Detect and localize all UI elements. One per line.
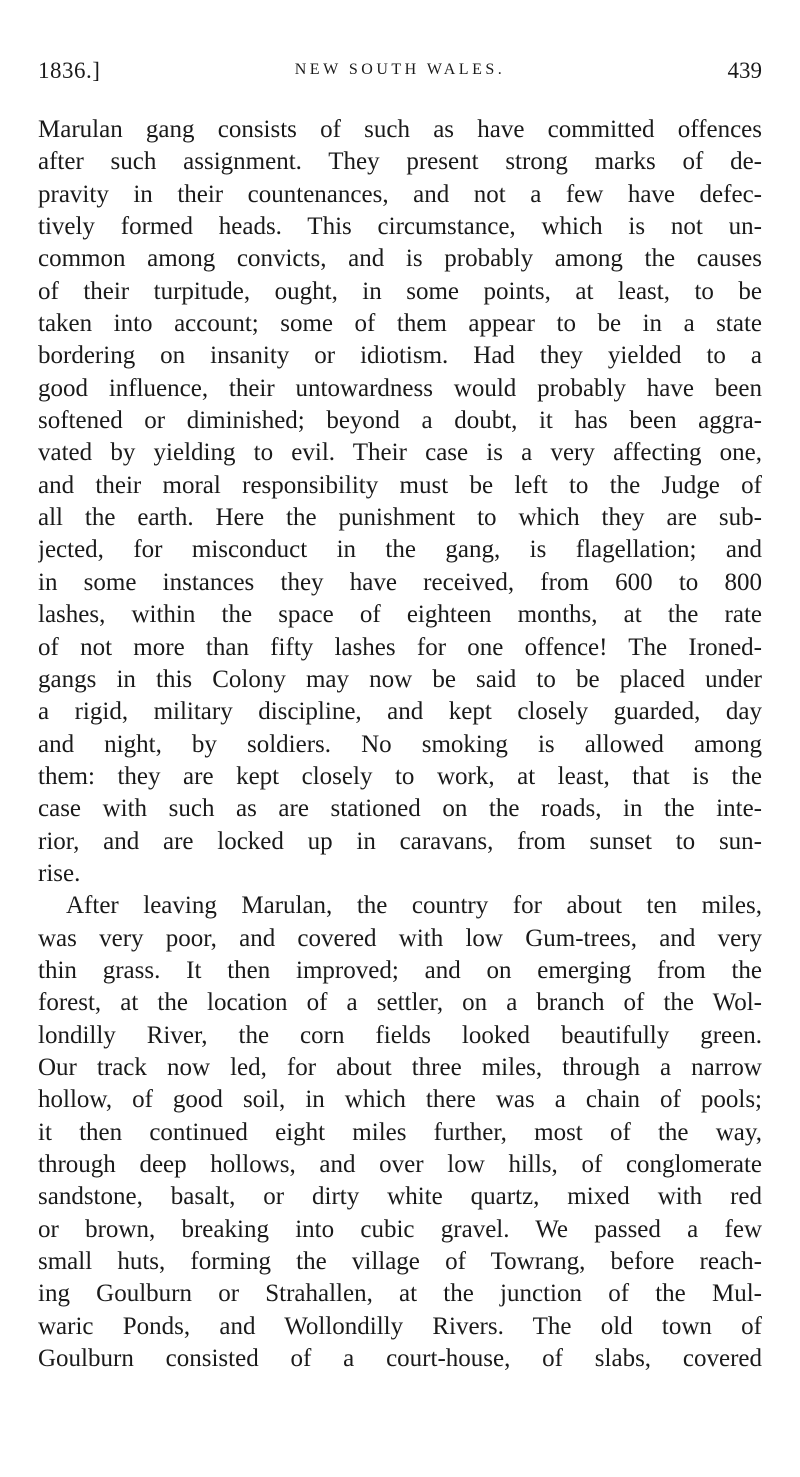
text-line: tively formed heads. This circumstance, which is not un- bbox=[38, 213, 762, 241]
running-head-year: 1836.] bbox=[38, 58, 101, 83]
text-line: forest, at the location of a settler, on a branch of the Wol- bbox=[38, 989, 762, 1017]
book-page bbox=[38, 52, 762, 1373]
paragraph bbox=[38, 114, 762, 890]
page-number: 439 bbox=[727, 58, 762, 83]
running-head-title: NEW SOUTH WALES. bbox=[294, 61, 506, 78]
text-line: after such assignment. They present strong marks of de- bbox=[38, 148, 762, 176]
text-line: Goulburn consisted of a court-house, of slabs, covered bbox=[38, 1345, 762, 1373]
text-line: After leaving Marulan, the country for about ten miles, bbox=[66, 892, 762, 920]
text-line: through deep hollows, and over low hills, of conglomerate bbox=[38, 1151, 762, 1178]
text-line: londilly River, the corn fields looked beautifully green. bbox=[38, 1021, 762, 1049]
text-line: a rigid, military discipline, and kept closely guarded, day bbox=[38, 698, 762, 726]
text-line: gangs in this Colony may now be said to be placed under bbox=[38, 665, 762, 693]
text-line: small huts, forming the village of Towrang, before reach- bbox=[38, 1248, 762, 1276]
running-head bbox=[38, 52, 762, 92]
text-line: or brown, breaking into cubic gravel. We passed a few bbox=[38, 1215, 762, 1243]
text-line: pravity in their countenances, and not a few have defec- bbox=[38, 180, 762, 208]
text-line: and their moral responsibility must be left to the Judge of bbox=[38, 471, 762, 499]
text-line: was very poor, and covered with low Gum-trees, and very bbox=[38, 924, 762, 952]
text-line: lashes, within the space of eighteen months, at the rate bbox=[38, 601, 762, 629]
text-line: Marulan gang consists of such as have committed offences bbox=[38, 116, 762, 143]
text-line: sandstone, basalt, or dirty white quartz, mixed with red bbox=[38, 1183, 762, 1211]
text-line: vated by yielding to evil. Their case is a very affecting one, bbox=[38, 439, 762, 467]
text-line: waric Ponds, and Wollondilly Rivers. The old town of bbox=[38, 1312, 762, 1340]
text-line: ing Goulburn or Strahallen, at the junction of the Mul- bbox=[38, 1280, 762, 1308]
text-line: bordering on insanity or idiotism. Had they yielded to a bbox=[38, 342, 762, 370]
text-line: softened or diminished; beyond a doubt, it has been aggra- bbox=[38, 407, 762, 435]
paragraph bbox=[38, 890, 762, 1375]
text-line: hollow, of good soil, in which there was a chain of pools; bbox=[38, 1086, 762, 1114]
text-line: and night, by soldiers. No smoking is allowed among bbox=[38, 730, 762, 758]
text-line: all the earth. Here the punishment to which they are sub- bbox=[38, 504, 762, 532]
text-line: in some instances they have received, from 600 to 800 bbox=[38, 568, 762, 596]
text-line: common among convicts, and is probably among the causes bbox=[38, 245, 762, 273]
text-line: good influence, their untowardness would probably have been bbox=[38, 374, 762, 402]
text-line: rise. bbox=[38, 859, 81, 887]
text-line: rior, and are locked up in caravans, from sunset to sun- bbox=[38, 827, 762, 855]
text-line: jected, for misconduct in the gang, is flagellation; and bbox=[38, 536, 762, 564]
body-text bbox=[38, 114, 762, 1375]
text-line: of not more than fifty lashes for one offence! The Ironed- bbox=[38, 633, 762, 661]
text-line: of their turpitude, ought, in some points, at least, to be bbox=[38, 277, 762, 305]
text-line: them: they are kept closely to work, at least, that is the bbox=[38, 762, 762, 790]
text-line: Our track now led, for about three miles, through a narrow bbox=[38, 1053, 762, 1081]
text-line: case with such as are stationed on the roads, in the inte- bbox=[38, 795, 762, 823]
text-line: taken into account; some of them appear to be in a state bbox=[38, 310, 762, 338]
text-line: thin grass. It then improved; and on emerging from the bbox=[38, 956, 762, 984]
text-line: it then continued eight miles further, most of the way, bbox=[38, 1118, 762, 1146]
